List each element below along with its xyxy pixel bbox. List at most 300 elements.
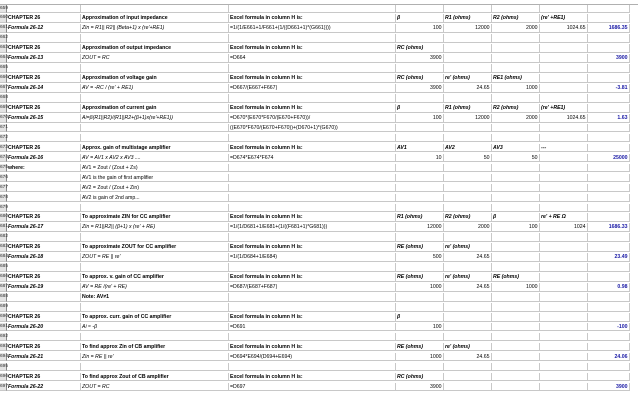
cell-col-H[interactable] [588, 303, 630, 312]
cell-col-G[interactable] [540, 34, 588, 43]
row-number[interactable]: 670 [0, 114, 7, 123]
row-number[interactable]: 660 [0, 14, 7, 23]
cell-col-B[interactable]: Zin = RE || re' [81, 353, 229, 362]
cell-col-H[interactable]: -3.81 [588, 84, 630, 93]
cell-col-C[interactable]: Excel formula in column H is: [229, 343, 396, 352]
cell-col-G[interactable] [540, 64, 588, 73]
cell-col-A[interactable]: Formula 26-15 [7, 114, 81, 123]
row-number[interactable]: 678 [0, 194, 7, 203]
row-number[interactable]: 677 [0, 184, 7, 193]
row-number[interactable]: 669 [0, 104, 7, 113]
cell-col-G[interactable]: (re' +RE1) [540, 104, 588, 113]
cell-col-D[interactable]: RC (ohms) [396, 373, 444, 382]
cell-col-E[interactable] [444, 134, 492, 143]
cell-col-B[interactable]: ZOUT = RC [81, 383, 229, 392]
cell-col-E[interactable]: re' (ohms) [444, 343, 492, 352]
cell-col-C[interactable]: Excel formula in column H is: [229, 273, 396, 282]
cell-col-F[interactable]: R2 (ohms) [492, 14, 540, 23]
cell-col-B[interactable]: AV2 is gain of 2nd amp... [81, 194, 229, 203]
cell-col-E[interactable] [444, 263, 492, 272]
cell-col-B[interactable] [81, 5, 229, 14]
cell-col-B[interactable]: Approximation of current gain [81, 104, 229, 113]
cell-col-C[interactable] [229, 303, 396, 312]
cell-col-F[interactable]: RE1 (ohms) [492, 74, 540, 83]
cell-col-G[interactable] [540, 194, 588, 203]
cell-col-E[interactable]: 12000 [444, 24, 492, 33]
cell-col-D[interactable]: β [396, 313, 444, 322]
cell-col-H[interactable]: 24.06 [588, 353, 630, 362]
cell-col-E[interactable]: 24.65 [444, 253, 492, 262]
cell-col-F[interactable] [492, 293, 540, 302]
cell-col-E[interactable] [444, 194, 492, 203]
cell-col-H[interactable] [588, 134, 630, 143]
cell-col-B[interactable]: ZOUT = RC [81, 54, 229, 63]
cell-col-G[interactable]: re' + RE Ω [540, 213, 588, 222]
cell-col-A[interactable] [7, 64, 81, 73]
cell-col-G[interactable] [540, 253, 588, 262]
row-number[interactable]: 659 [0, 5, 7, 14]
cell-col-B[interactable]: AV = -RC / (re' + RE1) [81, 84, 229, 93]
cell-col-B[interactable] [81, 34, 229, 43]
row-number[interactable]: 688 [0, 293, 7, 302]
cell-col-H[interactable] [588, 313, 630, 322]
cell-col-C[interactable]: =D697 [229, 383, 396, 392]
cell-col-G[interactable] [540, 373, 588, 382]
cell-col-F[interactable]: 1000 [492, 283, 540, 292]
cell-col-D[interactable]: 3900 [396, 54, 444, 63]
cell-col-G[interactable] [540, 243, 588, 252]
cell-col-E[interactable] [444, 323, 492, 332]
cell-col-F[interactable] [492, 164, 540, 173]
cell-col-A[interactable] [7, 233, 81, 242]
cell-col-D[interactable] [396, 174, 444, 183]
row-number[interactable]: 695 [0, 363, 7, 372]
cell-col-E[interactable] [444, 184, 492, 193]
cell-col-C[interactable]: =D664 [229, 54, 396, 63]
cell-col-E[interactable]: re' (ohms) [444, 74, 492, 83]
cell-col-D[interactable]: 12000 [396, 223, 444, 232]
cell-col-A[interactable]: Formula 26-21 [7, 353, 81, 362]
cell-col-C[interactable]: =D694*E694/(D694+E694) [229, 353, 396, 362]
cell-col-B[interactable]: To find approx Zout of CB amplifier [81, 373, 229, 382]
cell-col-G[interactable] [540, 333, 588, 342]
cell-col-H[interactable] [588, 233, 630, 242]
row-number[interactable]: 681 [0, 223, 7, 232]
cell-col-E[interactable]: 24.65 [444, 283, 492, 292]
row-number[interactable]: 693 [0, 343, 7, 352]
cell-col-D[interactable]: AV1 [396, 144, 444, 153]
cell-col-H[interactable] [588, 5, 630, 14]
cell-col-E[interactable]: R1 (ohms) [444, 104, 492, 113]
cell-col-F[interactable] [492, 343, 540, 352]
cell-col-E[interactable]: re' (ohms) [444, 243, 492, 252]
cell-col-A[interactable] [7, 263, 81, 272]
cell-col-C[interactable] [229, 94, 396, 103]
cell-col-H[interactable]: 25000 [588, 154, 630, 163]
cell-col-E[interactable] [444, 303, 492, 312]
cell-col-A[interactable]: Formula 26-13 [7, 54, 81, 63]
cell-col-D[interactable]: 100 [396, 323, 444, 332]
row-number[interactable]: 690 [0, 313, 7, 322]
cell-col-E[interactable] [444, 363, 492, 372]
cell-col-F[interactable] [492, 243, 540, 252]
row-number[interactable]: 696 [0, 373, 7, 382]
cell-col-H[interactable] [588, 74, 630, 83]
cell-col-H[interactable] [588, 94, 630, 103]
row-number[interactable]: 668 [0, 94, 7, 103]
cell-col-H[interactable] [588, 363, 630, 372]
cell-col-B[interactable] [81, 363, 229, 372]
cell-col-D[interactable] [396, 333, 444, 342]
cell-col-G[interactable] [540, 363, 588, 372]
cell-col-D[interactable]: RE (ohms) [396, 273, 444, 282]
cell-col-G[interactable] [540, 94, 588, 103]
cell-col-A[interactable] [7, 194, 81, 203]
cell-col-H[interactable] [588, 124, 630, 133]
cell-col-F[interactable] [492, 263, 540, 272]
cell-col-G[interactable] [540, 353, 588, 362]
cell-col-H[interactable] [588, 34, 630, 43]
cell-col-B[interactable]: To approximate ZOUT for CC amplifier [81, 243, 229, 252]
cell-col-D[interactable] [396, 194, 444, 203]
row-number[interactable]: 689 [0, 303, 7, 312]
cell-col-G[interactable] [540, 383, 588, 392]
cell-col-D[interactable]: RE (ohms) [396, 243, 444, 252]
cell-col-C[interactable] [229, 363, 396, 372]
cell-col-C[interactable] [229, 184, 396, 193]
cell-col-E[interactable] [444, 333, 492, 342]
cell-col-D[interactable]: RE (ohms) [396, 343, 444, 352]
cell-col-F[interactable] [492, 353, 540, 362]
row-number[interactable]: 665 [0, 64, 7, 73]
row-number[interactable]: 664 [0, 54, 7, 63]
cell-col-A[interactable]: where: [7, 164, 81, 173]
cell-col-C[interactable]: Excel formula in column H is: [229, 313, 396, 322]
cell-col-D[interactable]: RC (ohms) [396, 44, 444, 53]
cell-col-D[interactable] [396, 164, 444, 173]
cell-col-F[interactable] [492, 124, 540, 133]
cell-col-G[interactable]: --- [540, 144, 588, 153]
cell-col-C[interactable]: Excel formula in column H is: [229, 144, 396, 153]
cell-col-F[interactable]: β [492, 213, 540, 222]
cell-col-A[interactable]: Formula 26-22 [7, 383, 81, 392]
cell-col-D[interactable]: R1 (ohms) [396, 213, 444, 222]
cell-col-H[interactable] [588, 213, 630, 222]
cell-col-E[interactable]: R2 (ohms) [444, 213, 492, 222]
cell-col-H[interactable] [588, 164, 630, 173]
cell-col-B[interactable]: Approximation of input impedance [81, 14, 229, 23]
cell-col-C[interactable]: =D691 [229, 323, 396, 332]
row-number[interactable]: 685 [0, 263, 7, 272]
cell-col-B[interactable]: Ai ≈ -β [81, 323, 229, 332]
cell-col-B[interactable]: AV2 = Zout / (Zout + Zin) [81, 184, 229, 193]
cell-col-G[interactable] [540, 323, 588, 332]
cell-col-D[interactable] [396, 363, 444, 372]
cell-col-E[interactable] [444, 94, 492, 103]
cell-col-F[interactable] [492, 253, 540, 262]
cell-col-D[interactable] [396, 64, 444, 73]
cell-col-C[interactable]: =1/(1/D684+1/E684) [229, 253, 396, 262]
cell-col-F[interactable] [492, 134, 540, 143]
cell-col-E[interactable] [444, 373, 492, 382]
row-number[interactable]: 673 [0, 144, 7, 153]
cell-col-F[interactable]: AV3 [492, 144, 540, 153]
cell-col-A[interactable] [7, 5, 81, 14]
cell-col-C[interactable] [229, 64, 396, 73]
cell-col-D[interactable]: 3900 [396, 383, 444, 392]
cell-col-F[interactable] [492, 54, 540, 63]
cell-col-F[interactable]: 100 [492, 223, 540, 232]
cell-col-F[interactable] [492, 44, 540, 53]
cell-col-E[interactable] [444, 164, 492, 173]
cell-col-E[interactable] [444, 54, 492, 63]
cell-col-D[interactable]: 100 [396, 114, 444, 123]
cell-col-D[interactable]: 100 [396, 24, 444, 33]
cell-col-G[interactable] [540, 283, 588, 292]
cell-col-E[interactable] [444, 383, 492, 392]
cell-col-C[interactable] [229, 34, 396, 43]
cell-col-G[interactable] [540, 263, 588, 272]
cell-col-C[interactable] [229, 164, 396, 173]
cell-col-G[interactable] [540, 174, 588, 183]
cell-col-A[interactable]: Formula 26-19 [7, 283, 81, 292]
cell-col-D[interactable]: 10 [396, 154, 444, 163]
cell-col-E[interactable] [444, 293, 492, 302]
cell-col-B[interactable] [81, 204, 229, 213]
cell-col-F[interactable] [492, 363, 540, 372]
cell-col-C[interactable]: Excel formula in column H is: [229, 243, 396, 252]
cell-col-B[interactable]: ZOUT = RE || re' [81, 253, 229, 262]
cell-col-G[interactable] [540, 273, 588, 282]
cell-col-C[interactable]: =D670*(E670*F670/(E670+F670))/ [229, 114, 396, 123]
cell-col-C[interactable] [229, 233, 396, 242]
cell-col-B[interactable]: AV1 = Zout / (Zout + Zs) [81, 164, 229, 173]
cell-col-D[interactable] [396, 263, 444, 272]
cell-col-B[interactable]: Note: AV≠1 [81, 293, 229, 302]
cell-col-D[interactable] [396, 34, 444, 43]
cell-col-E[interactable]: AV2 [444, 144, 492, 153]
cell-col-D[interactable]: β [396, 14, 444, 23]
cell-col-G[interactable] [540, 44, 588, 53]
cell-col-F[interactable] [492, 204, 540, 213]
cell-col-H[interactable] [588, 293, 630, 302]
cell-col-A[interactable] [7, 94, 81, 103]
cell-col-D[interactable] [396, 204, 444, 213]
row-number[interactable]: 672 [0, 134, 7, 143]
cell-col-C[interactable]: =D687/(E687+F687) [229, 283, 396, 292]
cell-col-E[interactable] [444, 64, 492, 73]
cell-col-G[interactable] [540, 313, 588, 322]
cell-col-A[interactable]: CHAPTER 26 [7, 243, 81, 252]
cell-col-A[interactable] [7, 124, 81, 133]
cell-col-G[interactable] [540, 233, 588, 242]
cell-col-H[interactable]: 3900 [588, 54, 630, 63]
row-number[interactable]: 691 [0, 323, 7, 332]
cell-col-H[interactable] [588, 194, 630, 203]
cell-col-B[interactable] [81, 303, 229, 312]
cell-col-B[interactable] [81, 134, 229, 143]
cell-col-C[interactable]: =D674*E674*F674 [229, 154, 396, 163]
cell-col-A[interactable]: CHAPTER 26 [7, 144, 81, 153]
cell-col-C[interactable]: =1/(1/D681+1/E681+(1/((F681+1)*G681))) [229, 223, 396, 232]
cell-col-F[interactable] [492, 64, 540, 73]
cell-col-C[interactable] [229, 333, 396, 342]
cell-col-F[interactable]: 1000 [492, 84, 540, 93]
row-number[interactable]: 671 [0, 124, 7, 133]
cell-col-G[interactable] [540, 134, 588, 143]
cell-col-A[interactable] [7, 174, 81, 183]
cell-col-F[interactable] [492, 5, 540, 14]
cell-col-C[interactable] [229, 5, 396, 14]
row-number[interactable]: 663 [0, 44, 7, 53]
cell-col-A[interactable]: CHAPTER 26 [7, 104, 81, 113]
cell-col-G[interactable]: 1024 [540, 223, 588, 232]
cell-col-A[interactable] [7, 204, 81, 213]
cell-col-E[interactable]: 2000 [444, 223, 492, 232]
row-number[interactable]: 666 [0, 74, 7, 83]
cell-col-H[interactable] [588, 243, 630, 252]
row-number[interactable]: 661 [0, 24, 7, 33]
row-number[interactable]: 679 [0, 204, 7, 213]
cell-col-C[interactable]: Excel formula in column H is: [229, 213, 396, 222]
cell-col-F[interactable] [492, 333, 540, 342]
cell-col-G[interactable] [540, 54, 588, 63]
cell-col-C[interactable]: =1/(1/E661+1/F661+(1/((D661+1)*(G661)))) [229, 24, 396, 33]
cell-col-G[interactable] [540, 184, 588, 193]
cell-col-D[interactable] [396, 293, 444, 302]
row-number[interactable]: 683 [0, 243, 7, 252]
cell-col-A[interactable]: CHAPTER 26 [7, 74, 81, 83]
cell-col-G[interactable] [540, 84, 588, 93]
cell-col-G[interactable] [540, 343, 588, 352]
cell-col-G[interactable] [540, 5, 588, 14]
row-number[interactable]: 667 [0, 84, 7, 93]
cell-col-E[interactable]: 50 [444, 154, 492, 163]
cell-col-A[interactable] [7, 333, 81, 342]
row-number[interactable]: 694 [0, 353, 7, 362]
cell-col-D[interactable]: β [396, 104, 444, 113]
cell-col-C[interactable]: =D667/(E667+F667) [229, 84, 396, 93]
cell-col-B[interactable]: To find approx Zin of CB amplifier [81, 343, 229, 352]
cell-col-E[interactable] [444, 5, 492, 14]
cell-col-D[interactable] [396, 134, 444, 143]
cell-col-A[interactable]: CHAPTER 26 [7, 373, 81, 382]
cell-col-H[interactable]: 3900 [588, 383, 630, 392]
cell-col-E[interactable] [444, 174, 492, 183]
cell-col-A[interactable] [7, 363, 81, 372]
cell-col-A[interactable]: CHAPTER 26 [7, 213, 81, 222]
cell-col-A[interactable]: Formula 26-16 [7, 154, 81, 163]
cell-col-A[interactable]: Formula 26-14 [7, 84, 81, 93]
cell-col-H[interactable]: 1686.33 [588, 223, 630, 232]
cell-col-F[interactable] [492, 383, 540, 392]
cell-col-B[interactable] [81, 124, 229, 133]
cell-col-H[interactable] [588, 263, 630, 272]
cell-col-D[interactable] [396, 184, 444, 193]
cell-col-A[interactable] [7, 293, 81, 302]
cell-col-F[interactable] [492, 303, 540, 312]
cell-col-B[interactable]: Approximation of output impedance [81, 44, 229, 53]
cell-col-G[interactable]: (re' +RE1) [540, 14, 588, 23]
cell-col-G[interactable]: 1024.65 [540, 114, 588, 123]
cell-col-A[interactable]: CHAPTER 26 [7, 44, 81, 53]
cell-col-B[interactable]: AV = RE /(re' + RE) [81, 283, 229, 292]
cell-col-D[interactable] [396, 233, 444, 242]
cell-col-E[interactable]: re' (ohms) [444, 273, 492, 282]
cell-col-H[interactable] [588, 64, 630, 73]
cell-col-D[interactable] [396, 303, 444, 312]
cell-col-H[interactable] [588, 104, 630, 113]
cell-col-A[interactable]: Formula 26-20 [7, 323, 81, 332]
cell-col-E[interactable]: R1 (ohms) [444, 14, 492, 23]
cell-col-H[interactable]: 1686.35 [588, 24, 630, 33]
cell-col-C[interactable] [229, 204, 396, 213]
cell-col-H[interactable] [588, 144, 630, 153]
cell-col-F[interactable] [492, 323, 540, 332]
cell-col-E[interactable]: 24.65 [444, 84, 492, 93]
cell-col-G[interactable] [540, 154, 588, 163]
cell-col-H[interactable] [588, 343, 630, 352]
cell-col-A[interactable]: CHAPTER 26 [7, 273, 81, 282]
row-number[interactable]: 662 [0, 34, 7, 43]
cell-col-H[interactable]: 0.98 [588, 283, 630, 292]
cell-col-C[interactable]: Excel formula in column H is: [229, 44, 396, 53]
cell-col-H[interactable] [588, 184, 630, 193]
cell-col-B[interactable]: AV1 is the gain of first amplifier [81, 174, 229, 183]
row-number[interactable]: 692 [0, 333, 7, 342]
cell-col-G[interactable]: 1024.65 [540, 24, 588, 33]
cell-col-H[interactable] [588, 373, 630, 382]
cell-col-B[interactable]: To approximate ZIN for CC amplifier [81, 213, 229, 222]
cell-col-C[interactable] [229, 194, 396, 203]
cell-col-D[interactable] [396, 124, 444, 133]
cell-col-E[interactable] [444, 313, 492, 322]
row-number[interactable]: 686 [0, 273, 7, 282]
cell-col-F[interactable]: RE (ohms) [492, 273, 540, 282]
row-number[interactable]: 687 [0, 283, 7, 292]
cell-col-A[interactable]: CHAPTER 26 [7, 313, 81, 322]
cell-col-F[interactable]: 50 [492, 154, 540, 163]
cell-col-D[interactable]: 500 [396, 253, 444, 262]
cell-col-E[interactable] [444, 233, 492, 242]
cell-col-A[interactable] [7, 34, 81, 43]
cell-col-D[interactable] [396, 94, 444, 103]
cell-col-B[interactable] [81, 233, 229, 242]
cell-col-F[interactable] [492, 373, 540, 382]
cell-col-H[interactable] [588, 333, 630, 342]
cell-col-A[interactable] [7, 134, 81, 143]
cell-col-H[interactable]: 23.49 [588, 253, 630, 262]
cell-col-D[interactable]: 3900 [396, 84, 444, 93]
cell-col-F[interactable] [492, 233, 540, 242]
cell-col-H[interactable] [588, 44, 630, 53]
cell-col-B[interactable]: To approx. v. gain of CC amplifier [81, 273, 229, 282]
cell-col-G[interactable] [540, 164, 588, 173]
cell-col-H[interactable] [588, 14, 630, 23]
cell-col-F[interactable] [492, 174, 540, 183]
cell-col-A[interactable]: CHAPTER 26 [7, 14, 81, 23]
cell-col-F[interactable] [492, 313, 540, 322]
cell-col-B[interactable]: AV = AV1 x AV2 x AV3 .... [81, 154, 229, 163]
cell-col-C[interactable]: Excel formula in column H is: [229, 104, 396, 113]
row-number[interactable]: 674 [0, 154, 7, 163]
cell-col-C[interactable] [229, 134, 396, 143]
cell-col-B[interactable] [81, 94, 229, 103]
cell-col-H[interactable]: -100 [588, 323, 630, 332]
cell-col-B[interactable]: Zin = R1||R2|| (β+1) x (re' + RE) [81, 223, 229, 232]
cell-col-E[interactable] [444, 204, 492, 213]
cell-col-G[interactable] [540, 293, 588, 302]
